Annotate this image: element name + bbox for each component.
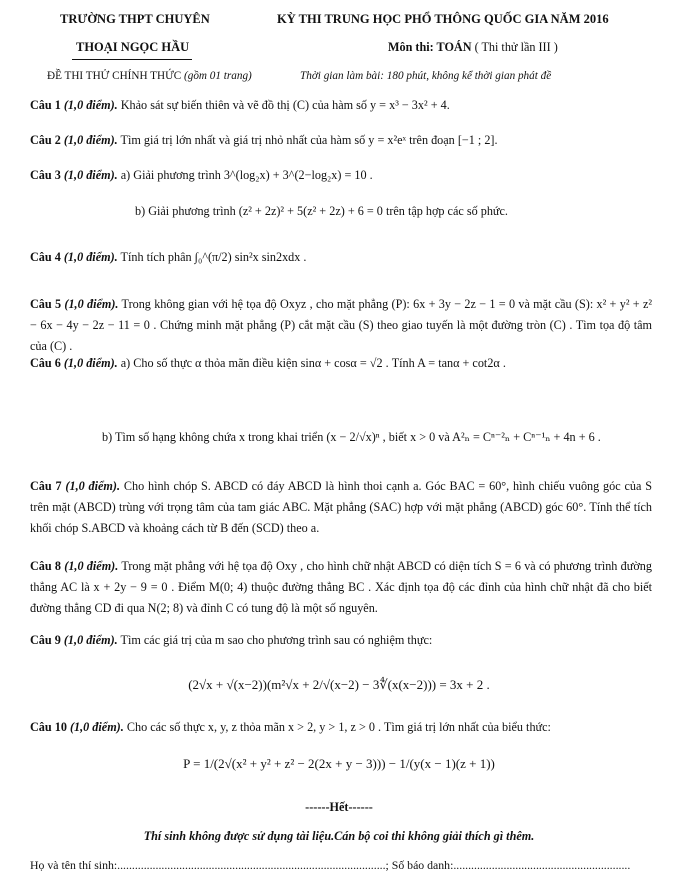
question-6 <box>30 356 506 371</box>
question-text: Tìm các giá trị của m sao cho phương trình sau có nghiệm thực: <box>120 633 433 647</box>
question-label: Câu 6 <box>30 356 61 370</box>
subject-line <box>388 40 558 55</box>
question-1 <box>30 98 450 113</box>
question-text: Cho hình chóp S. ABCD có đáy ABCD là hình thoi cạnh a. Góc BAC = 60°, hình chiếu vuông góc của S trên mặt (ABCD) trùng với trọng tâm của tam giác ABC. Mặt phẳng (SAC) hợp với mặt phẳng (ABCD) góc 60°. Tính thể tích khối chóp S.ABCD và khoảng cách từ B đến (SCD) theo a. <box>30 479 652 535</box>
question-9-equation: (2√x + √(x−2))(m²√x + 2/√(x−2) − 3∜(x(x−2))) = 3x + 2 . <box>188 677 490 692</box>
question-label: Câu 7 <box>30 479 62 493</box>
question-4 <box>30 250 306 265</box>
question-text: Tính tích phân ∫₀^(π/2) sin²x sin2xdx . <box>120 250 307 264</box>
question-label: Câu 3 <box>30 168 61 182</box>
question-10-equation: P = 1/(2√(x² + y² + z² − 2(2x + y − 3))) − 1/(y(x − 1)(z + 1)) <box>183 756 495 771</box>
question-text-a: a) Giải phương trình 3^(log₂x) + 3^(2−log₂x) = 10 . <box>120 168 373 182</box>
question-text: Trong mặt phẳng với hệ tọa độ Oxy , cho hình chữ nhật ABCD có diện tích S = 6 và có phương trình đường thẳng AC là x + 2y − 9 = 0 . Điểm M(0; 4) thuộc đường thẳng BC . Xác định tọa độ các đỉnh của hình chữ nhật đã cho biết đường thẳng CD đi qua N(2; 8) và đỉnh C có tung độ là một số nguyên. <box>30 559 652 615</box>
question-6b: b) Tìm số hạng không chứa x trong khai triển (x − 2/√x)ⁿ , biết x > 0 và A²ₙ = Cⁿ⁻²ₙ + Cⁿ⁻¹ₙ + 4n + 6 . <box>102 430 601 444</box>
question-points: (1,0 điểm). <box>63 250 118 264</box>
question-7 <box>30 476 652 539</box>
question-2 <box>30 133 498 148</box>
question-text-a: a) Cho số thực α thỏa mãn điều kiện sinα + cosα = √2 . Tính A = tanα + cot2α . <box>120 356 506 370</box>
school-name-line1: TRƯỜNG THPT CHUYÊN <box>60 12 210 26</box>
question-3b: b) Giải phương trình (z² + 2z)² + 5(z² + 2z) + 6 = 0 trên tập hợp các số phức. <box>135 204 508 218</box>
question-8 <box>30 556 652 619</box>
question-label: Câu 4 <box>30 250 61 264</box>
attempt-label: ( Thi thử lần III ) <box>474 40 558 54</box>
question-label: Câu 10 <box>30 720 67 734</box>
question-text: Cho các số thực x, y, z thỏa mãn x > 2, y > 1, z > 0 . Tìm giá trị lớn nhất của biểu thức: <box>126 720 551 734</box>
school-name-line2: THOẠI NGỌC HẦU <box>76 40 190 54</box>
question-points: (1,0 điểm). <box>64 297 119 311</box>
official-line <box>47 70 252 82</box>
question-label: Câu 1 <box>30 98 61 112</box>
question-points: (1,0 điểm). <box>69 720 124 734</box>
question-points: (1,0 điểm). <box>63 633 118 647</box>
exam-note: Thí sinh không được sử dụng tài liệu.Cán bộ coi thi không giải thích gì thêm. <box>143 829 535 843</box>
question-label: Câu 9 <box>30 633 61 647</box>
end-marker: ------Hết------ <box>305 800 373 814</box>
question-10 <box>30 720 551 735</box>
question-text: Trong không gian với hệ tọa độ Oxyz , cho mặt phẳng (P): 6x + 3y − 2z − 1 = 0 và mặt cầu (S): x² + y² + z² − 6x − 4y − 2z − 11 = 0 . Chứng minh mặt phẳng (P) cắt mặt cầu (S) theo giao tuyến là một đường tròn (C) . Tìm tọa độ tâm của (C) . <box>30 297 653 353</box>
time-note: Thời gian làm bài: 180 phút, không kể thời gian phát đề <box>300 70 552 82</box>
question-5 <box>30 294 652 357</box>
question-points: (1,0 điểm). <box>63 356 118 370</box>
question-label: Câu 2 <box>30 133 61 147</box>
candidate-info: Họ và tên thí sinh:...........................................................................................; Số báo danh:............................................................ <box>30 858 631 872</box>
question-9 <box>30 633 432 648</box>
subject-label: Môn thi: TOÁN <box>388 40 472 54</box>
question-label: Câu 5 <box>30 297 62 311</box>
page-count: (gồm 01 trang) <box>184 70 252 82</box>
question-label: Câu 8 <box>30 559 62 573</box>
question-points: (1,0 điểm). <box>64 559 119 573</box>
question-text: Khảo sát sự biến thiên và vẽ đồ thị (C) của hàm số y = x³ − 3x² + 4. <box>120 98 450 112</box>
official-label: ĐỀ THI THỬ CHÍNH THỨC <box>47 70 182 82</box>
exam-title: KỲ THI TRUNG HỌC PHỔ THÔNG QUỐC GIA NĂM 2016 <box>277 12 609 26</box>
question-points: (1,0 điểm). <box>63 168 118 182</box>
header-divider <box>72 59 192 60</box>
question-points: (1,0 điểm). <box>63 98 118 112</box>
question-text: Tìm giá trị lớn nhất và giá trị nhỏ nhất của hàm số y = x²eˣ trên đoạn [−1 ; 2]. <box>120 133 498 147</box>
question-3 <box>30 168 373 183</box>
question-points: (1,0 điểm). <box>65 479 121 493</box>
question-points: (1,0 điểm). <box>63 133 118 147</box>
